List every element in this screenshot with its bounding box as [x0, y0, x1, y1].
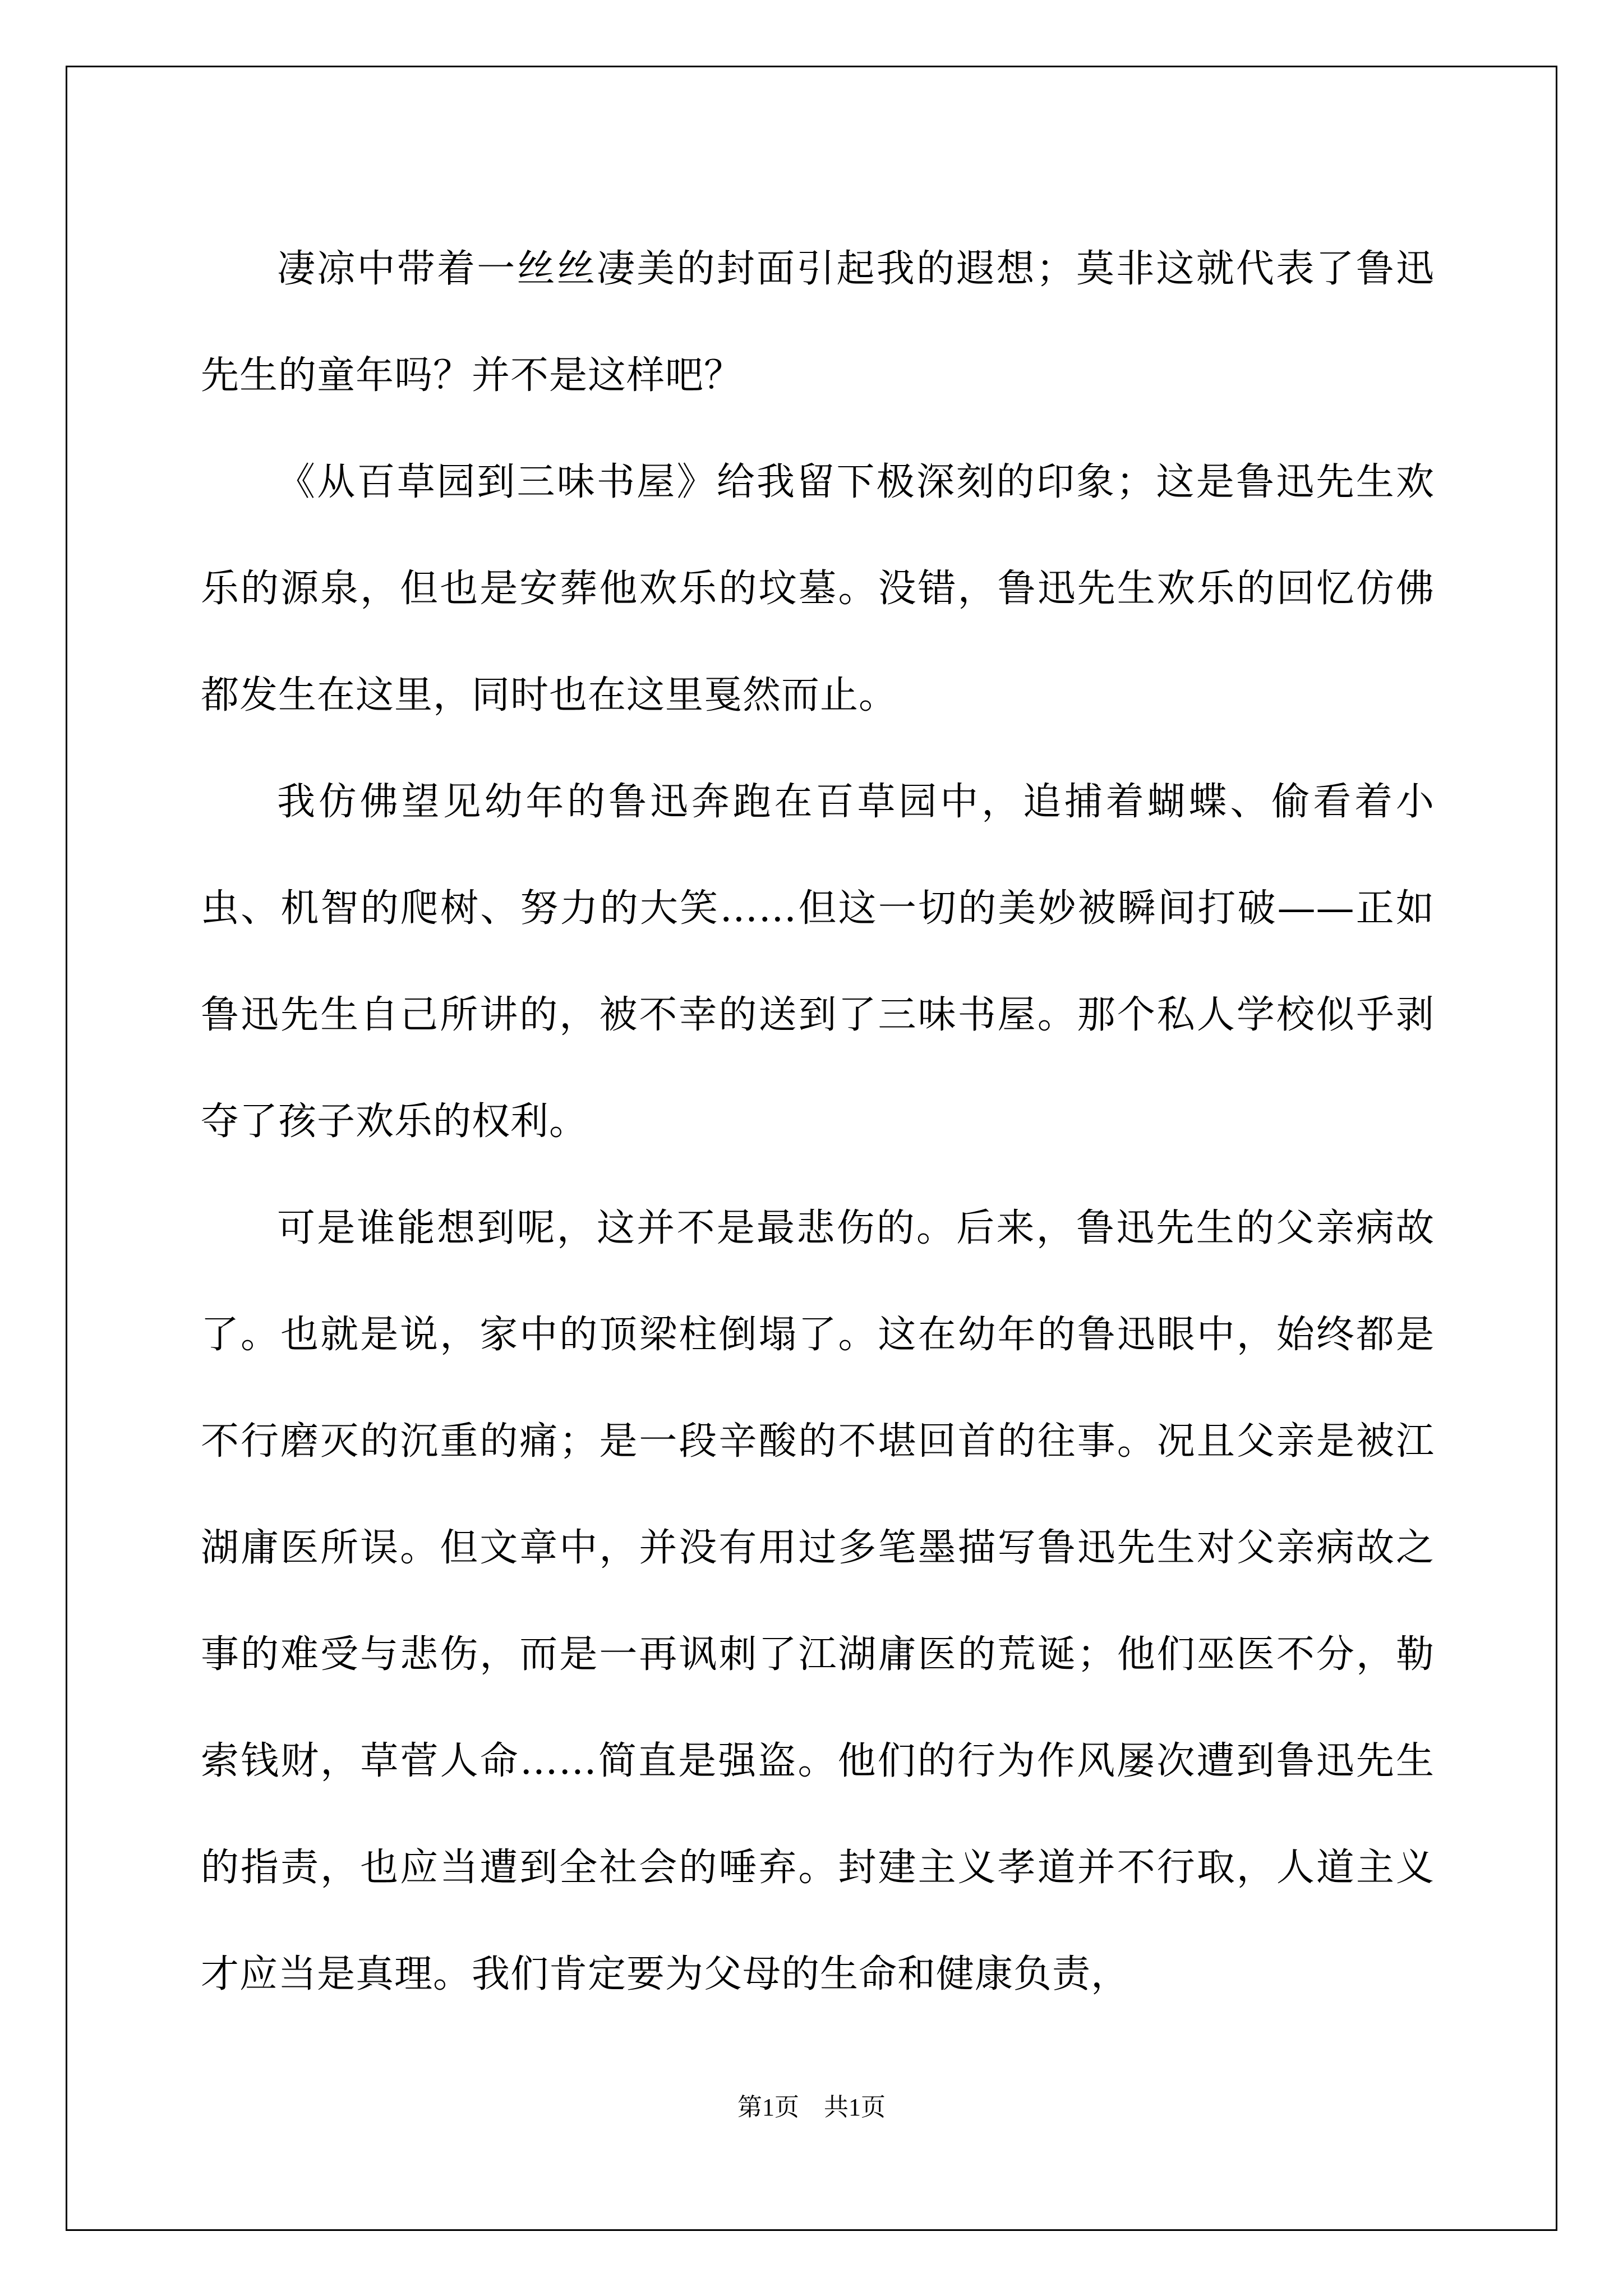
paragraph-4: 可是谁能想到呢，这并不是最悲伤的。后来，鲁迅先生的父亲病故了。也就是说，家中的顶梁柱倒塌了。这在幼年的鲁迅眼中，始终都是不行磨灭的沉重的痛；是一段辛酸的不堪回首的往事。况且父亲是被江湖庸医所误。但文章中，并没有用过多笔墨描写鲁迅先生对父亲病故之事的难受与悲伤，而是一再讽刺了江湖庸医的荒诞；他们巫医不分，勒索钱财，草菅人命……简直是强盗。他们的行为作风屡次遭到鲁迅先生的指责，也应当遭到全社会的唾弃。封建主义孝道并不行取，人道主义才应当是真理。我们肯定要为父母的生命和健康负责，: [201, 1206, 1435, 1996]
paragraph-2: 《从百草园到三味书屋》给我留下极深刻的印象；这是鲁迅先生欢乐的源泉，但也是安葬他欢乐的坟墓。没错，鲁迅先生欢乐的回忆仿佛都发生在这里，同时也在这里戛然而止。: [201, 460, 1435, 717]
document-body: [201, 216, 1435, 2028]
paragraph-3: 我仿佛望见幼年的鲁迅奔跑在百草园中，追捕着蝴蝶、偷看着小虫、机智的爬树、努力的大笑……但这一切的美妙被瞬间打破——正如鲁迅先生自己所讲的，被不幸的送到了三味书屋。那个私人学校似乎剥夺了孩子欢乐的权利。: [201, 780, 1435, 1144]
paragraph-1: 凄凉中带着一丝丝凄美的封面引起我的遐想；莫非这就代表了鲁迅先生的童年吗？并不是这样吧？: [201, 247, 1435, 398]
page-footer: 第1页 共1页: [737, 2093, 886, 2121]
